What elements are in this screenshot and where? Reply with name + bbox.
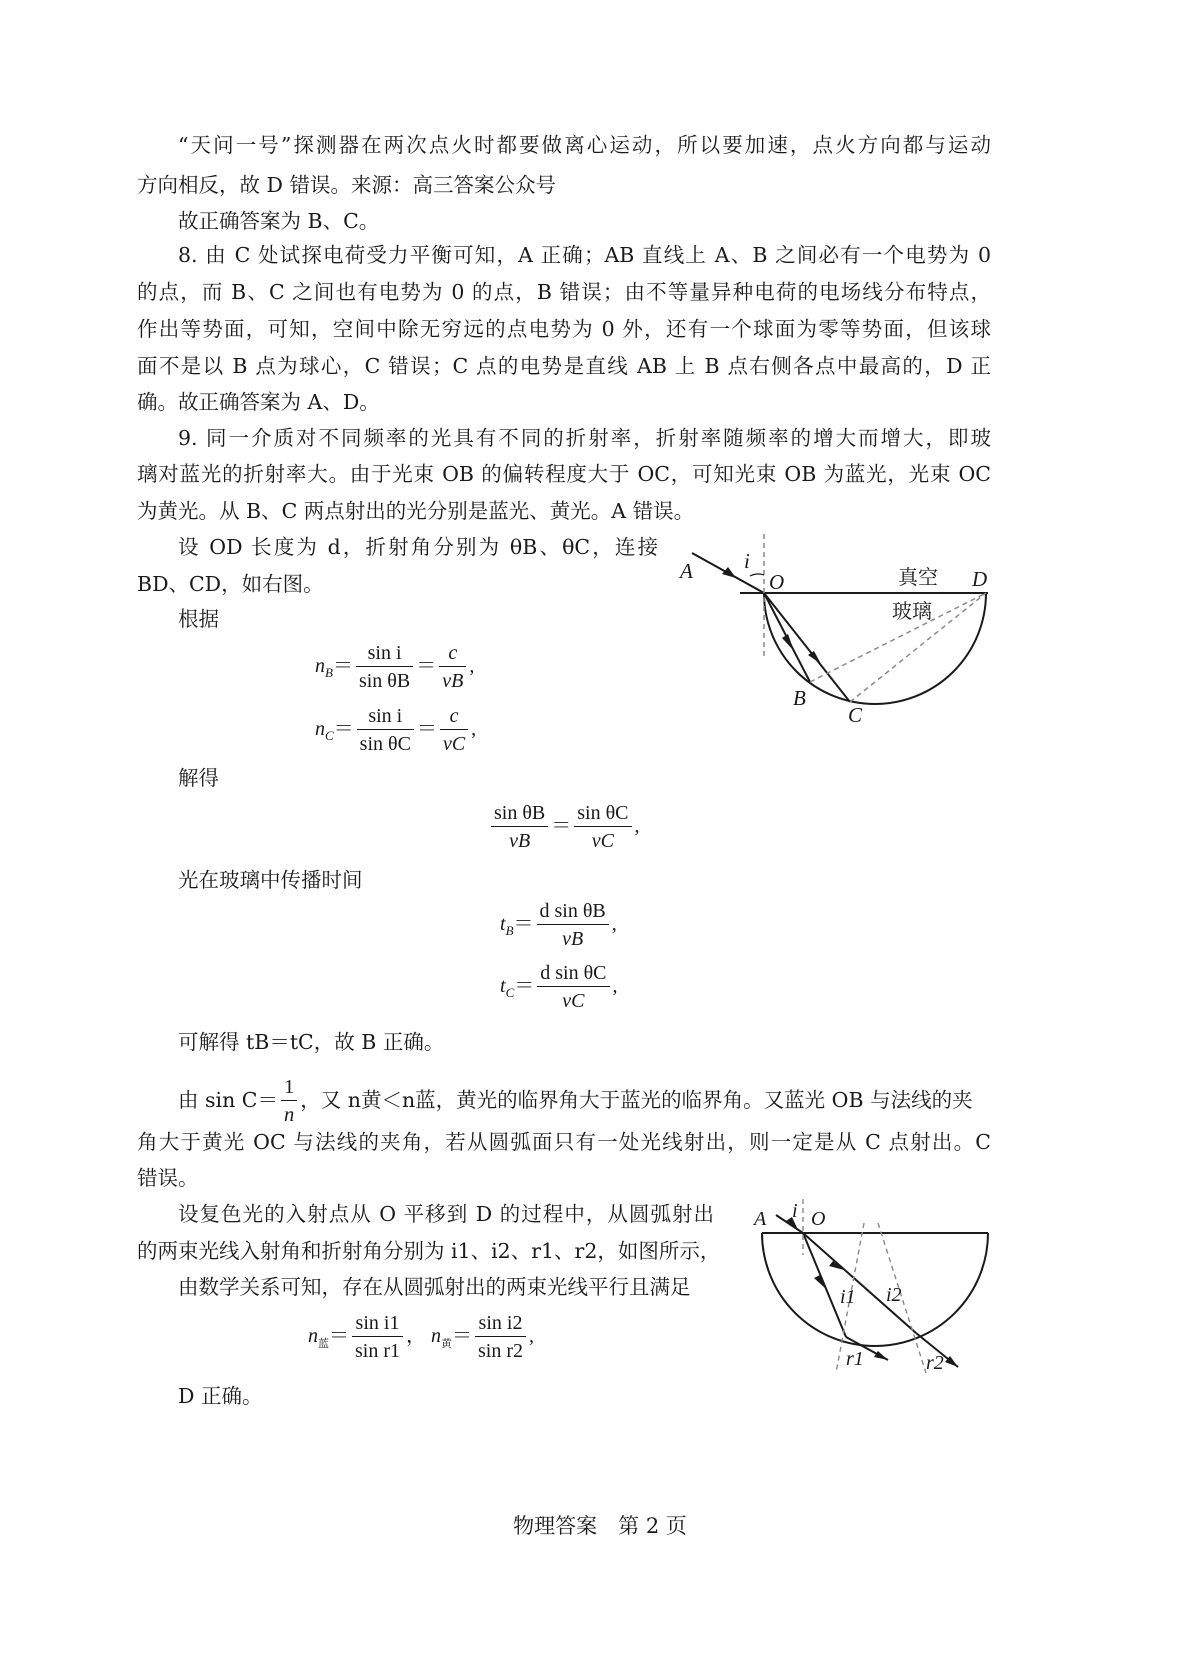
equation-nC: $n_C=$ $\frac{\text{sin i}}{\text{sin θC}}$ ＝ $\frac{c}{vC}$ ,	[315, 705, 477, 755]
page-footer: 物理答案 第 2 页	[513, 1514, 687, 1538]
paragraph-line: 由数学关系可知，存在从圆弧射出的两束光线平行且满足	[178, 1275, 691, 1299]
paragraph-line: 9. 同一介质对不同频率的光具有不同的折射率，折射率随频率的增大而增大，即玻	[178, 426, 991, 450]
label-r1: r1	[846, 1348, 864, 1370]
paragraph-line: 确。故正确答案为 A、D。	[137, 390, 380, 414]
paragraph-line: 角大于黄光 OC 与法线的夹角，若从圆弧面只有一处光线射出，则一定是从 C 点射出。C	[137, 1130, 991, 1154]
figure-refraction-semicircle	[670, 530, 1000, 730]
paragraph-line: 错误。	[137, 1166, 199, 1190]
paragraph-line: 光在玻璃中传播时间	[178, 868, 363, 892]
label-i: i	[792, 1200, 798, 1222]
paragraph-line: 8. 由 C 处试探电荷受力平衡可知，A 正确；AB 直线上 A、B 之间必有一个电势为 0	[178, 243, 991, 267]
arrow-OC	[808, 651, 821, 664]
label-O: O	[811, 1208, 826, 1230]
arrow-OB	[782, 634, 794, 651]
ray-OC	[764, 593, 850, 702]
paragraph-line-critical: 由 sin C＝ $\frac{1}{n}$ ，又 n黄＜n蓝，黄光的临界角大于蓝光的临界角。又蓝光 OB 与法线的夹	[178, 1076, 973, 1126]
semicircle-arc	[762, 1233, 988, 1346]
paragraph-line: 可解得 tB＝tC，故 B 正确。	[178, 1030, 445, 1054]
paragraph-line: D 正确。	[178, 1384, 263, 1408]
equation-n-lan-huang: $n_蓝=$ $\frac{\text{sin i1}}{\text{sin r1}}$ ， $n_黄=$ $\frac{\text{sin i2}}{\text{sin r2}}$ ,	[308, 1312, 534, 1362]
label-vacuum: 真空	[898, 565, 938, 589]
angle-i-arc	[750, 574, 764, 576]
paragraph-line: 作出等势面，可知，空间中除无穷远的点电势为 0 外，还有一个球面为零等势面，但该球	[137, 317, 991, 341]
figure-parallel-rays	[740, 1195, 990, 1385]
paragraph-line: 方向相反，故 D 错误。来源：高三答案公众号	[137, 173, 556, 197]
label-glass: 玻璃	[892, 599, 932, 623]
label-i1: i1	[840, 1286, 856, 1308]
paragraph-line: 设复色光的入射点从 O 平移到 D 的过程中，从圆弧射出	[178, 1202, 714, 1226]
equation-ratio: $\frac{\text{sin θB}}{vB}$ ＝ $\frac{\text{sin θC}}{vC}$ ,	[488, 800, 640, 855]
equation-nB: $n_B=$ $\frac{\text{sin i}}{\text{sin θB}}$ ＝ $\frac{c}{vB}$ ,	[315, 642, 475, 692]
paragraph-line: “天问一号”探测器在两次点火时都要做离心运动，所以要加速，点火方向都与运动	[178, 133, 991, 157]
paragraph-line: 的点，而 B、C 之间也有电势为 0 的点，B 错误；由不等量异种电荷的电场线分布特点，	[137, 280, 991, 304]
paragraph-line: 为黄光。从 B、C 两点射出的光分别是蓝光、黄光。A 错误。	[137, 499, 695, 523]
paragraph-line: 的两束光线入射角和折射角分别为 i1、i2、r1、r2，如图所示，	[137, 1239, 721, 1263]
paragraph-line: 璃对蓝光的折射率大。由于光束 OB 的偏转程度大于 OC，可知光束 OB 为蓝光，光束 OC	[137, 462, 991, 486]
inner-ray-1	[803, 1233, 846, 1337]
paragraph-line: 故正确答案为 B、C。	[178, 209, 380, 233]
label-O: O	[769, 570, 785, 594]
incident-ray	[776, 1215, 803, 1233]
label-r2: r2	[926, 1352, 944, 1374]
label-i2: i2	[886, 1284, 902, 1306]
label-D: D	[972, 567, 988, 591]
equation-tC: $t_C=$ $\frac{\text{d sin θC}}{vC}$ ,	[500, 962, 618, 1012]
label-B: B	[793, 686, 806, 710]
paragraph-line: 根据	[178, 607, 219, 631]
arrow-incident	[722, 567, 736, 578]
label-i: i	[744, 549, 750, 573]
label-A: A	[754, 1208, 767, 1230]
label-C: C	[848, 703, 863, 727]
paragraph-line: 设 OD 长度为 d，折射角分别为 θB、θC，连接	[178, 535, 658, 559]
paragraph-line: 面不是以 B 点为球心，C 错误；C 点的电势是直线 AB 上 B 点右侧各点中最高的，D 正	[137, 354, 991, 378]
paragraph-line: 解得	[178, 766, 219, 790]
label-A: A	[680, 559, 693, 583]
equation-tB: $t_B=$ $\frac{\text{d sin θB}}{vB}$ ,	[500, 900, 617, 950]
paragraph-line: BD、CD，如右图。	[137, 572, 324, 596]
